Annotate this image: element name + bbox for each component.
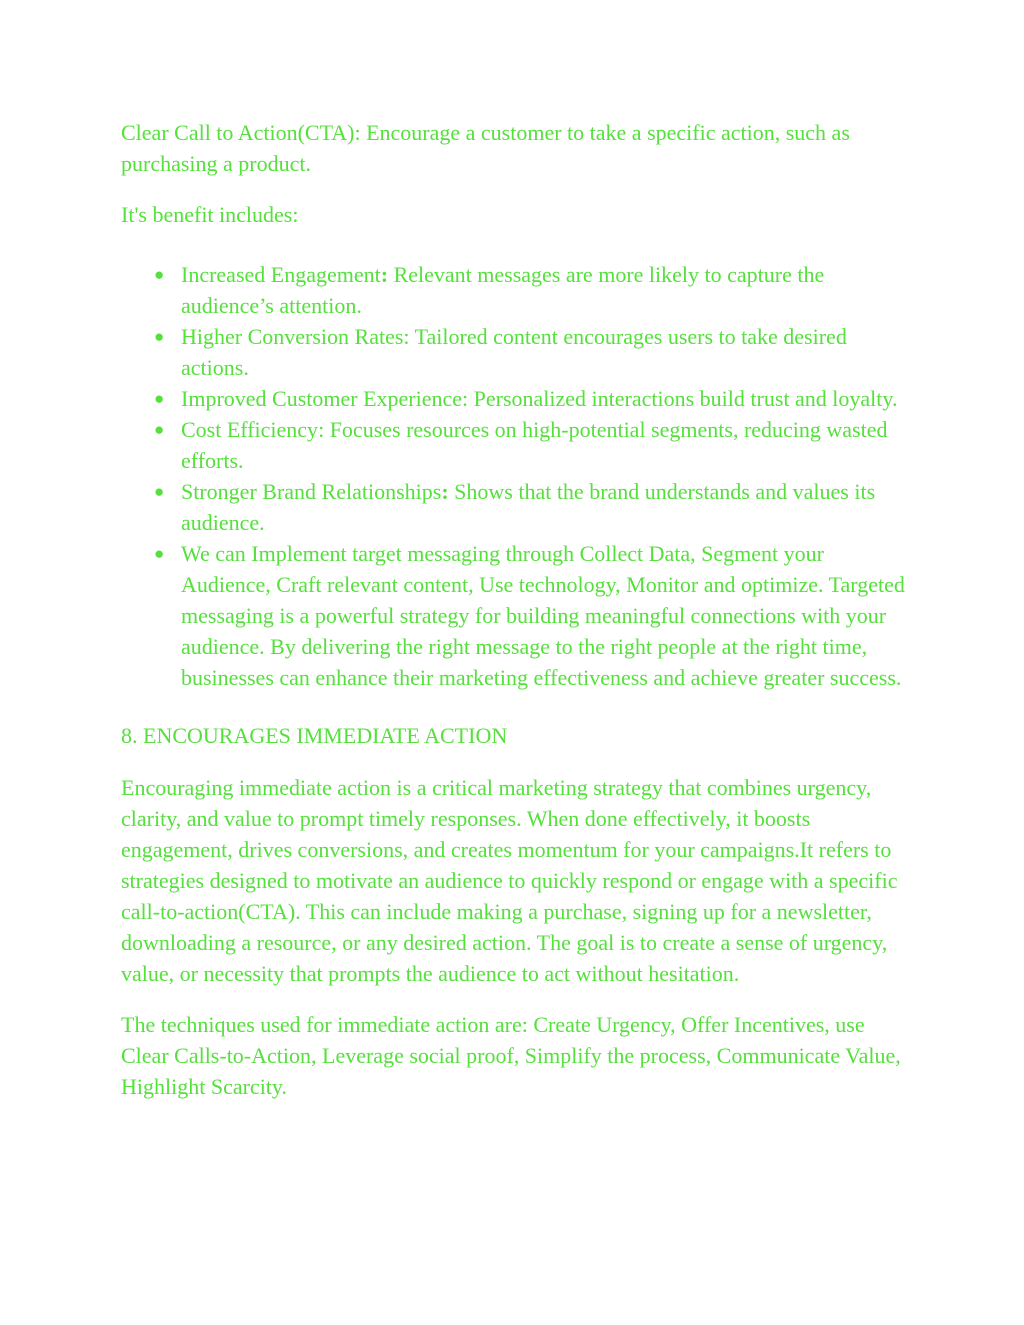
bullet-icon: ● — [154, 544, 165, 563]
benefit-colon: : — [403, 324, 410, 349]
benefit-colon: : — [441, 479, 449, 504]
benefit-text: Tailored content encourages users to take desired actions. — [181, 324, 847, 380]
benefit-term: Cost Efficiency — [181, 417, 319, 442]
benefit-text: Focuses resources on high-potential segments, reducing wasted efforts. — [181, 417, 888, 473]
benefits-list — [121, 259, 906, 693]
benefit-text: Shows that the brand understands and values its audience. — [181, 479, 876, 535]
bullet-icon: ● — [154, 327, 165, 346]
benefit-intro: It's benefit includes: — [121, 202, 299, 227]
list-item — [121, 538, 906, 693]
benefit-term: Improved Customer Experience — [181, 386, 463, 411]
encourage-paragraph: Encouraging immediate action is a critical marketing strategy that combines urgency, clarity, and value to prompt timely responses. When done effectively, it boosts engagement, drives conversions, and creates momentum for your campaigns.It refers to strategies designed to motivate an audience to quickly respond or engage with a specific call-to-action(CTA). This can include making a purchase, signing up for a newsletter, downloading a resource, or any desired action. The goal is to create a sense of urgency, value, or necessity that prompts the audience to act without hesitation. — [121, 775, 898, 986]
list-item — [121, 383, 906, 414]
benefit-colon: : — [380, 262, 389, 287]
list-item — [121, 259, 906, 321]
benefit-term: Stronger Brand Relationships — [181, 479, 442, 504]
benefit-text: Personalized interactions build trust and loyalty. — [468, 386, 898, 411]
benefit-colon: : — [462, 386, 469, 411]
section-heading: 8. ENCOURAGES IMMEDIATE ACTION — [121, 723, 508, 748]
bullet-icon: ● — [154, 482, 165, 501]
list-item — [121, 321, 906, 383]
benefit-colon: : — [318, 417, 325, 442]
cta-paragraph: Clear Call to Action(CTA): Encourage a customer to take a specific action, such as purchasing a product. — [121, 120, 850, 176]
list-item — [121, 414, 906, 476]
bullet-icon: ● — [154, 265, 165, 284]
benefit-term: Increased Engagement — [181, 262, 381, 287]
bullet-icon: ● — [154, 420, 165, 439]
benefit-term: Higher Conversion Rates — [181, 324, 404, 349]
list-item — [121, 476, 906, 538]
benefit-text: We can Implement target messaging through Collect Data, Segment your Audience, Craft relevant content, Use technology, Monitor and optimize. Targeted messaging is a powerful strategy for building meaningful connections with your audience. By delivering the right message to the right people at the right time, businesses can enhance their marketing effectiveness and achieve greater success. — [181, 541, 905, 690]
bullet-icon: ● — [154, 389, 165, 408]
benefit-text: Relevant messages are more likely to capture the audience’s attention. — [181, 262, 825, 318]
document-page — [121, 117, 906, 1102]
techniques-paragraph: The techniques used for immediate action are: Create Urgency, Offer Incentives, use Clear Calls-to-Action, Leverage social proof, Simplify the process, Communicate Value, Highlight Scarcity. — [121, 1012, 901, 1099]
